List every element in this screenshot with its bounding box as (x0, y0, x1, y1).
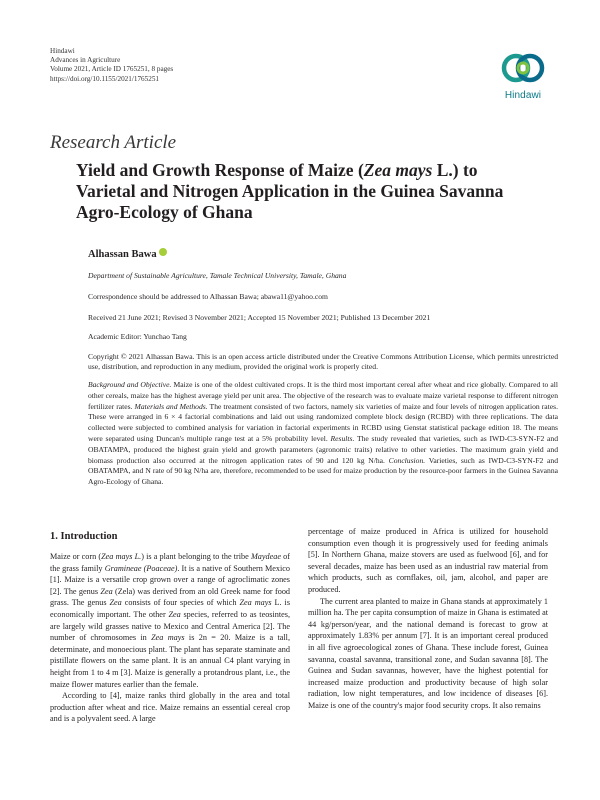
text-run: species, referred to as teosintes, are largely wild grasses native to Mexico and Central America [2]. The number of chromosomes in (50, 609, 291, 643)
abstract (88, 380, 558, 488)
abstract-results-label: Results. (330, 433, 355, 443)
doi-link[interactable]: https://doi.org/10.1155/2021/1765251 (50, 74, 160, 83)
section-heading-introduction: 1. Introduction (50, 531, 118, 542)
italic-run: Zea (168, 609, 181, 619)
italic-run: Gramineae (Poaceae) (104, 563, 178, 573)
title-part-2: L.) to Varietal and Nitrogen Application in the Guinea Savanna Agro-Ecology of Ghana (76, 160, 504, 222)
volume-line: Volume 2021, Article ID 1765251, 8 pages (50, 65, 174, 74)
title-species: Zea mays (363, 160, 433, 180)
article-title (76, 160, 536, 223)
italic-run: Zea mays (239, 598, 272, 608)
intro-paragraph-2-continued: percentage of maize produced in Africa is utilized for household consumption even though it is progressively used for feeding animals [5]. In Northern Ghana, maize stovers are used as fuelwood [6], and for several decades, maize has been used as an industrial raw material from which products, such as cornflakes, oil, jam, alcohol, and paper are produced. (308, 527, 548, 594)
left-column (50, 551, 290, 725)
text-run: . It is a native of Southern Mexico [1]. Maize is a versatile crop grown over a range of agroclimatic zones [2]. The genus (50, 563, 290, 596)
italic-run: Zea mays (151, 633, 185, 643)
abstract-mm-text: The treatment consisted of two factors, namely six varieties of maize and four levels of nitrogen application rates. These were arranged in 6 × 4 factorial combinations and laid out using randomized complete block design (RCBD) with three replications. The data collected were subjected to combined analysis for variation in factorial experiments in RCBD using Genstat statistical package edition 18. The means were separated using Duncan's multiple range test at a 5% probability level. (88, 401, 558, 443)
italic-run: Zea (100, 586, 113, 596)
intro-paragraph-1 (50, 551, 290, 690)
right-column (308, 526, 548, 712)
text-run: L. is economically important. The other (50, 598, 291, 619)
academic-editor: Academic Editor: Yunchao Tang (88, 332, 187, 341)
orcid-icon[interactable] (159, 248, 167, 256)
author-name[interactable]: Alhassan Bawa (88, 249, 157, 260)
title-part-1: Yield and Growth Response of Maize ( (76, 160, 364, 180)
author-line (88, 248, 167, 260)
article-type: Research Article (50, 132, 177, 153)
text-run: of the grass family (50, 552, 290, 573)
intro-paragraph-3: The current area planted to maize in Ghana stands at approximately 1 million ha. The per capita consumption of maize in Ghana is estimated at 44 kg/person/year, and the national demand is forecast to grow at approximately 1.83% per annum [7]. It is an important cereal produced in all five agroecological zones of Ghana. These include forest, Guinea savanna, coastal savanna, transitional zone, and Sudan savanna [8]. The Guinea and Sudan savannas, however, have the highest potential for increased maize production and productivity because of high solar radiation, low night temperatures, and low incidence of diseases [6]. Maize is one of the country's major food security crops. It also remains (308, 596, 548, 710)
italic-run: Zea mays L. (101, 552, 142, 561)
journal-header (50, 47, 173, 84)
publisher-name: Hindawi (50, 47, 75, 55)
abstract-conclusion-label: Conclusion. (388, 455, 426, 465)
text-run: consists of four species of which (121, 598, 240, 608)
publication-dates: Received 21 June 2021; Revised 3 November 2021; Accepted 15 November 2021; Published 13 December 2021 (88, 313, 431, 322)
italic-run: Maydeae (250, 552, 281, 561)
text-run: is 2n = 20. Maize is a tall, determinate, and monoecious plant. The plant has separate staminate and pistillate flowers on the same plant. It is an annual C4 plant varying in height from 1 to 4 m [3]. Maize is generally a protandrous plant, i.e., the maize flower matures earlier than the female. (50, 633, 290, 689)
text-run: ) is a plant belonging to the tribe (141, 552, 251, 561)
abstract-bg-text: Maize is one of the oldest cultivated crops. It is the third most important cereal after wheat and rice globally. Compared to all other cereals, maize has the highest average yield per unit area. The objective of the research was to evaluate maize varietal response to different nitrogen fertilizer rates. (88, 380, 558, 411)
abstract-bg-label: Background and Objective. (88, 380, 172, 389)
logo-wordmark: Hindawi (504, 90, 542, 101)
correspondence: Correspondence should be addressed to Alhassan Bawa; abawa11@yahoo.com (88, 292, 328, 301)
abstract-conclusion-text: Varieties, such as IWD-C3-SYN-F2 and OBATAMPA, and N rate of 90 kg N/ha are, therefore, recommended to be used for maize production by the resource-poor farmers in the Guinea Savanna Agro-Ecology of Ghana. (88, 455, 558, 487)
text-run: Maize or corn ( (50, 552, 102, 561)
abstract-mm-label: Materials and Methods. (134, 401, 208, 411)
abstract-results-text: The study revealed that varieties, such as IWD-C3-SYN-F2 and OBATAMPA, produced the highest grain yield and growth parameters (agronomic traits) relative to other varieties. The maximum grain yield and biomass production also occurred at the nitrogen application rates of 90 and 120 kg N/ha. (88, 433, 559, 465)
journal-name: Advances in Agriculture (50, 56, 121, 65)
intro-paragraph-2: According to [4], maize ranks third globally in the area and total production after wheat and rice. Maize remains an essential cereal crop and is a polyvalent seed. A large (50, 691, 290, 724)
affiliation: Department of Sustainable Agriculture, Tamale Technical University, Tamale, Ghana (88, 271, 347, 280)
italic-run: Zea (109, 598, 122, 608)
copyright-notice: Copyright © 2021 Alhassan Bawa. This is an open access article distributed under the Creative Commons Attribution License, which permits unrestricted use, distribution, and reproduction in any medium, provided the original work is properly cited. (88, 352, 558, 371)
text-run: (Zela) was derived from an old Greek name for food grass. The genus (50, 586, 291, 608)
